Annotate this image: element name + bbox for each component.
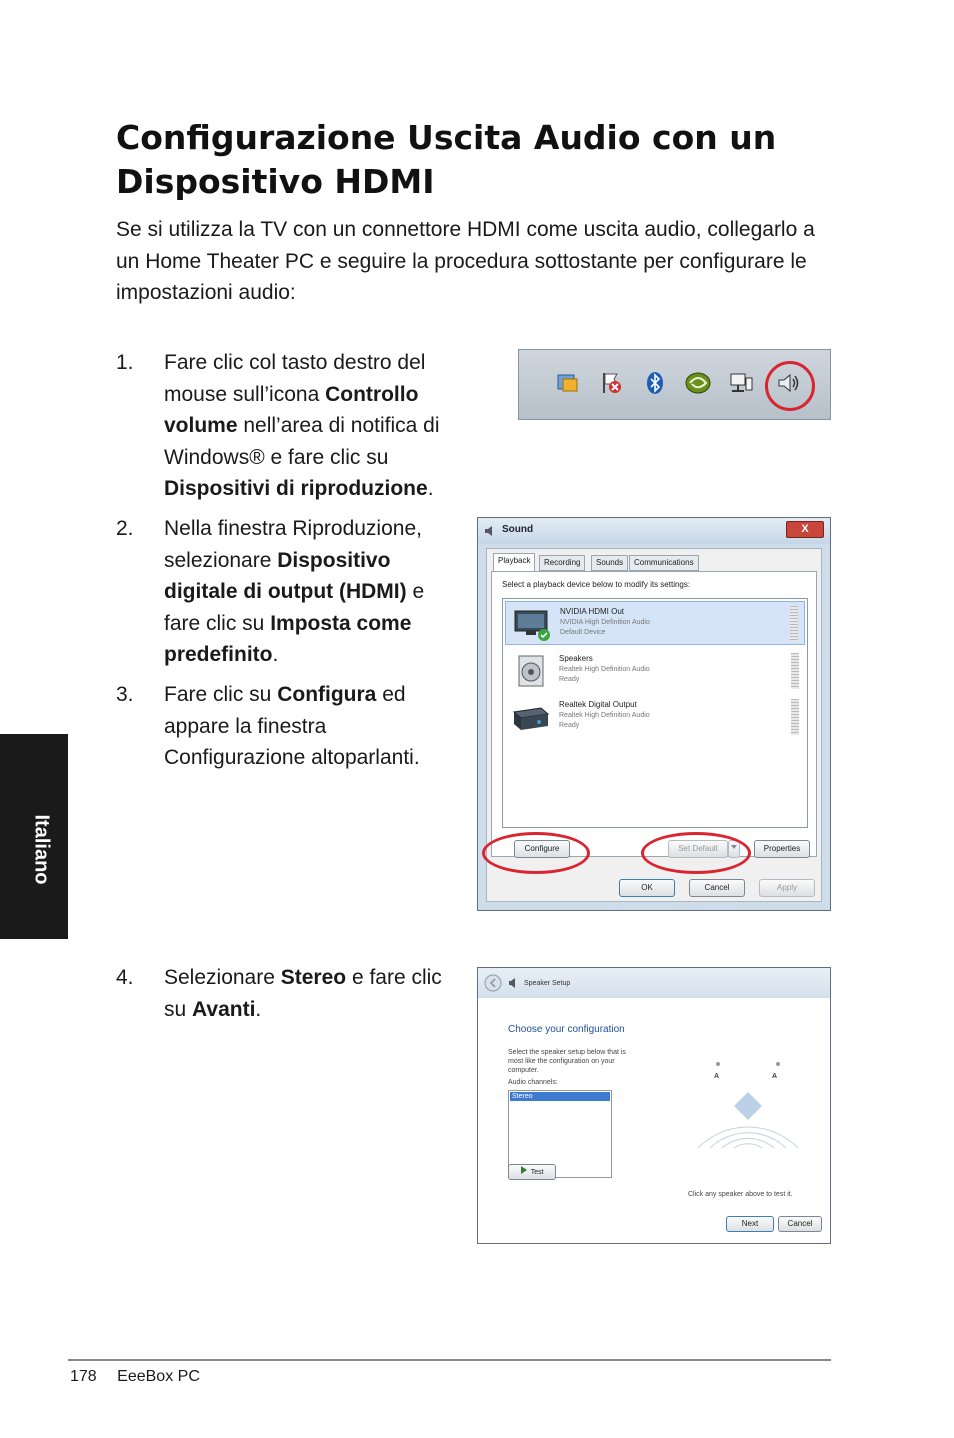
step-text-bold: Imposta come predefinito	[164, 611, 412, 666]
next-button[interactable]: Next	[726, 1216, 774, 1232]
language-label: Italiano	[30, 814, 53, 885]
device-name: NVIDIA HDMI Out	[560, 607, 625, 616]
title-bar	[478, 968, 830, 998]
properties-button[interactable]: Properties	[754, 840, 810, 858]
apply-button[interactable]: Apply	[759, 879, 815, 897]
tab-sounds[interactable]: Sounds	[591, 555, 628, 571]
footer-rule	[68, 1359, 831, 1361]
device-driver: NVIDIA High Definition Audio	[560, 619, 650, 626]
nvidia-icon	[683, 370, 711, 400]
channel-option-selected[interactable]: Stereo	[510, 1092, 610, 1101]
step-text-part: .	[427, 477, 434, 500]
device-status: Ready	[559, 722, 580, 729]
level-meter	[791, 653, 799, 689]
test-button[interactable]	[508, 1164, 556, 1180]
ok-button[interactable]: OK	[619, 879, 675, 897]
step-text-bold: Dispositivi di riproduzione	[164, 477, 428, 500]
device-item[interactable]	[505, 649, 805, 693]
window-title: Speaker Setup	[524, 980, 571, 987]
device-item[interactable]	[505, 601, 805, 645]
test-hint: Click any speaker above to test it.	[688, 1191, 793, 1198]
step-text-part: Fare clic col tasto destro del mouse sull’icona	[164, 351, 426, 406]
device-status: Default Device	[560, 629, 606, 636]
setup-instructions: Select the speaker setup below that is most like the configuration on your computer.	[508, 1049, 626, 1074]
footer	[70, 1368, 200, 1386]
device-driver: Realtek High Definition Audio	[559, 666, 650, 673]
step-text-part: e fare clic su	[164, 580, 425, 635]
cancel-button[interactable]: Cancel	[778, 1216, 822, 1232]
step-text-bold: (HDMI)	[333, 580, 407, 603]
tab-communications[interactable]: Communications	[629, 555, 699, 571]
play-icon	[520, 1166, 528, 1174]
step-text-part: .	[255, 997, 262, 1021]
step-text-part: Nella finestra Riproduzione, selezionare	[164, 517, 422, 572]
hdmi-monitor-icon	[512, 605, 552, 643]
step-text-part: ed appare la finestra Configurazione altoparlanti.	[164, 683, 420, 769]
step-number: 3.	[116, 683, 134, 706]
step-text-part: Fare clic su	[164, 683, 278, 706]
device-name: Speakers	[559, 654, 593, 663]
step-text-bold: Avanti	[192, 997, 256, 1021]
level-meter	[790, 606, 798, 642]
back-arrow-icon[interactable]	[484, 974, 502, 992]
step-4	[116, 962, 466, 1032]
device-list	[502, 598, 808, 828]
left-speaker[interactable]: A	[714, 1073, 720, 1080]
digital-output-icon	[511, 698, 551, 736]
step-text-part: Selezionare	[164, 966, 281, 989]
channels-label: Audio channels:	[508, 1079, 558, 1086]
intro-paragraph: Se si utilizza la TV con un connettore HDMI come uscita audio, collegarlo a un Home Theater PC e seguire la procedura sottostante per configurare le impostazioni audio:	[116, 218, 815, 304]
device-name: Realtek Digital Output	[559, 700, 637, 709]
bluetooth-icon	[641, 370, 669, 400]
action-center-flag-icon	[597, 370, 625, 400]
step-text-part: .	[272, 643, 279, 666]
device-status: Ready	[559, 676, 580, 683]
speaker-diagram[interactable]	[688, 1048, 808, 1158]
close-button[interactable]: X	[786, 521, 824, 538]
set-default-button[interactable]: Set Default	[668, 840, 728, 858]
page-number: 178	[70, 1368, 97, 1385]
playback-prompt: Select a playback device below to modify its settings:	[502, 580, 691, 589]
device-driver: Realtek High Definition Audio	[559, 712, 650, 719]
product-name: EeeBox PC	[117, 1368, 200, 1385]
speaker-setup-screenshot	[477, 967, 831, 1244]
tab-recording[interactable]: Recording	[539, 555, 585, 571]
step-text-part: e fare clic su	[164, 966, 442, 1021]
step-text	[164, 513, 464, 671]
level-meter	[791, 699, 799, 735]
highlight-circle	[482, 832, 590, 874]
test-label: Test	[530, 1169, 544, 1176]
right-speaker[interactable]: A	[772, 1073, 778, 1080]
step-text-bold: Controllo volume	[164, 382, 419, 437]
network-icon	[727, 370, 755, 400]
step-text	[164, 962, 454, 1025]
cancel-button[interactable]: Cancel	[689, 879, 745, 897]
page-title: Configurazione Uscita Audio con un Dispositivo HDMI	[116, 118, 777, 201]
setup-heading: Choose your configuration	[508, 1024, 625, 1035]
network-share-icon	[553, 370, 581, 400]
highlight-circle	[641, 832, 751, 874]
step-text	[164, 679, 464, 774]
speaker-icon	[508, 977, 520, 989]
highlight-circle	[765, 361, 815, 411]
configure-button[interactable]: Configure	[514, 840, 570, 858]
step-3	[116, 679, 466, 779]
step-text-bold: Dispositivo digitale di output	[164, 548, 391, 603]
device-item[interactable]	[505, 695, 805, 739]
tab-panel	[491, 571, 817, 857]
step-text-bold: Stereo	[280, 966, 347, 989]
step-1	[116, 347, 516, 500]
dialog-title: Sound	[502, 524, 534, 535]
step-number: 2.	[116, 517, 134, 540]
step-number: 1.	[116, 351, 134, 374]
step-text	[164, 347, 476, 505]
step-text-part: nell’area di notifica di Windows® e fare clic su	[164, 414, 440, 469]
step-2	[116, 513, 466, 673]
tab-playback[interactable]: Playback	[493, 553, 535, 572]
speakers-icon	[511, 652, 551, 690]
step-number: 4.	[116, 966, 134, 989]
step-text-bold: Configura	[277, 683, 377, 706]
title-bar	[478, 518, 830, 544]
speaker-icon	[484, 524, 498, 538]
